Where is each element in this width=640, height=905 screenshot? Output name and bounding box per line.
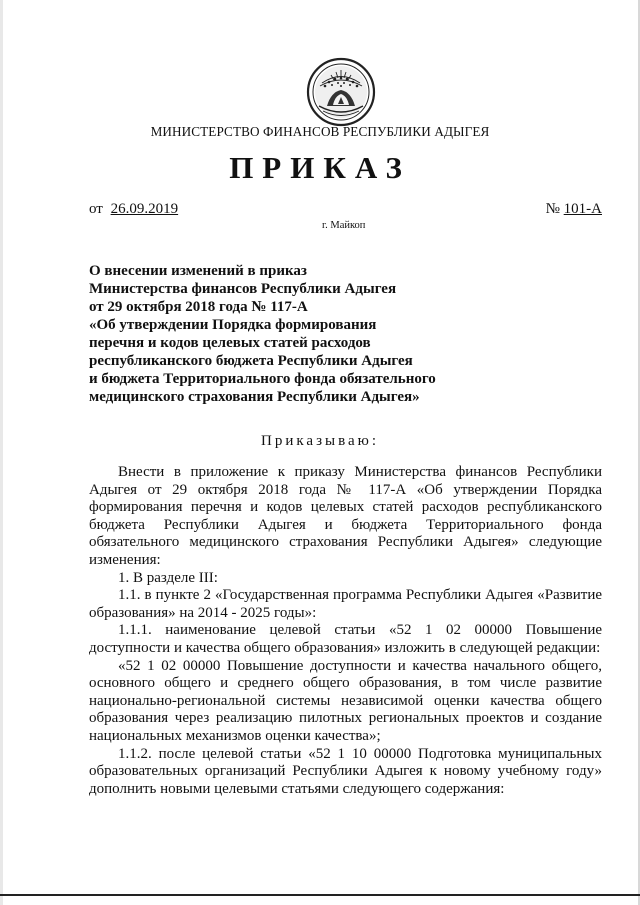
title-line: Министерства финансов Республики Адыгея — [89, 281, 397, 297]
scan-bottom-rule — [0, 894, 640, 896]
title-line: О внесении изменений в приказ — [89, 263, 307, 279]
date-prefix: от — [89, 201, 103, 217]
title-line: медицинского страхования Республики Адыгея» — [89, 389, 420, 405]
body-paragraph: 1.1.2. после целевой статьи «52 1 10 00000 Подготовка муниципальных образовательных организаций Республики Адыгея к новому учебному году» дополнить новыми целевыми статьями следующего содержания: — [89, 745, 602, 797]
coat-of-arms-icon — [305, 56, 377, 128]
city-name: г. Майкоп — [322, 220, 366, 231]
body-paragraph: 1.1.1. наименование целевой статьи «52 1 02 00000 Повышение доступности и качества общего образования» изложить в следующей редакции: — [89, 622, 602, 656]
order-directive-word: Приказываю: — [261, 433, 379, 449]
order-title — [89, 262, 529, 406]
body-paragraph: 1. В разделе III: — [118, 569, 218, 586]
order-body — [89, 464, 602, 798]
order-number — [546, 201, 602, 218]
title-line: «Об утверждении Порядка формирования — [89, 317, 377, 333]
number-value: 101-А — [563, 201, 602, 217]
title-line: республиканского бюджета Республики Адыгея — [89, 353, 413, 369]
title-line: и бюджета Территориального фонда обязательного — [89, 371, 436, 387]
body-paragraph: Внести в приложение к приказу Министерства финансов Республики Адыгея от 29 октября 2018 года № 117-А «Об утверждении Порядка формирования перечня и кодов целевых статей расходов республиканского бюджета Республики Адыгея и бюджета Территориального фонда обязательного медицинского страхования Республики Адыгея» следующие изменения: — [89, 464, 602, 568]
document-type-title: ПРИКАЗ — [229, 150, 411, 185]
title-line: от 29 октября 2018 года № 117-А — [89, 299, 308, 315]
body-paragraph: 1.1. в пункте 2 «Государственная программа Республики Адыгея «Развитие образования» на 2014 - 2025 годы»: — [89, 587, 602, 621]
ministry-name: МИНИСТЕРСТВО ФИНАНСОВ РЕСПУБЛИКИ АДЫГЕЯ — [150, 124, 490, 139]
number-prefix: № — [545, 201, 560, 217]
order-date — [89, 201, 178, 218]
body-paragraph: «52 1 02 00000 Повышение доступности и качества начального общего, основного общего и среднего общего образования, в том числе развитие национально-региональной системы независимой оценки качества общего образования через реализацию пилотных региональных проектов и создание национальных механизмов оценки качества»; — [89, 657, 602, 744]
date-value: 26.09.2019 — [110, 201, 179, 217]
title-line: перечня и кодов целевых статей расходов — [89, 335, 371, 351]
